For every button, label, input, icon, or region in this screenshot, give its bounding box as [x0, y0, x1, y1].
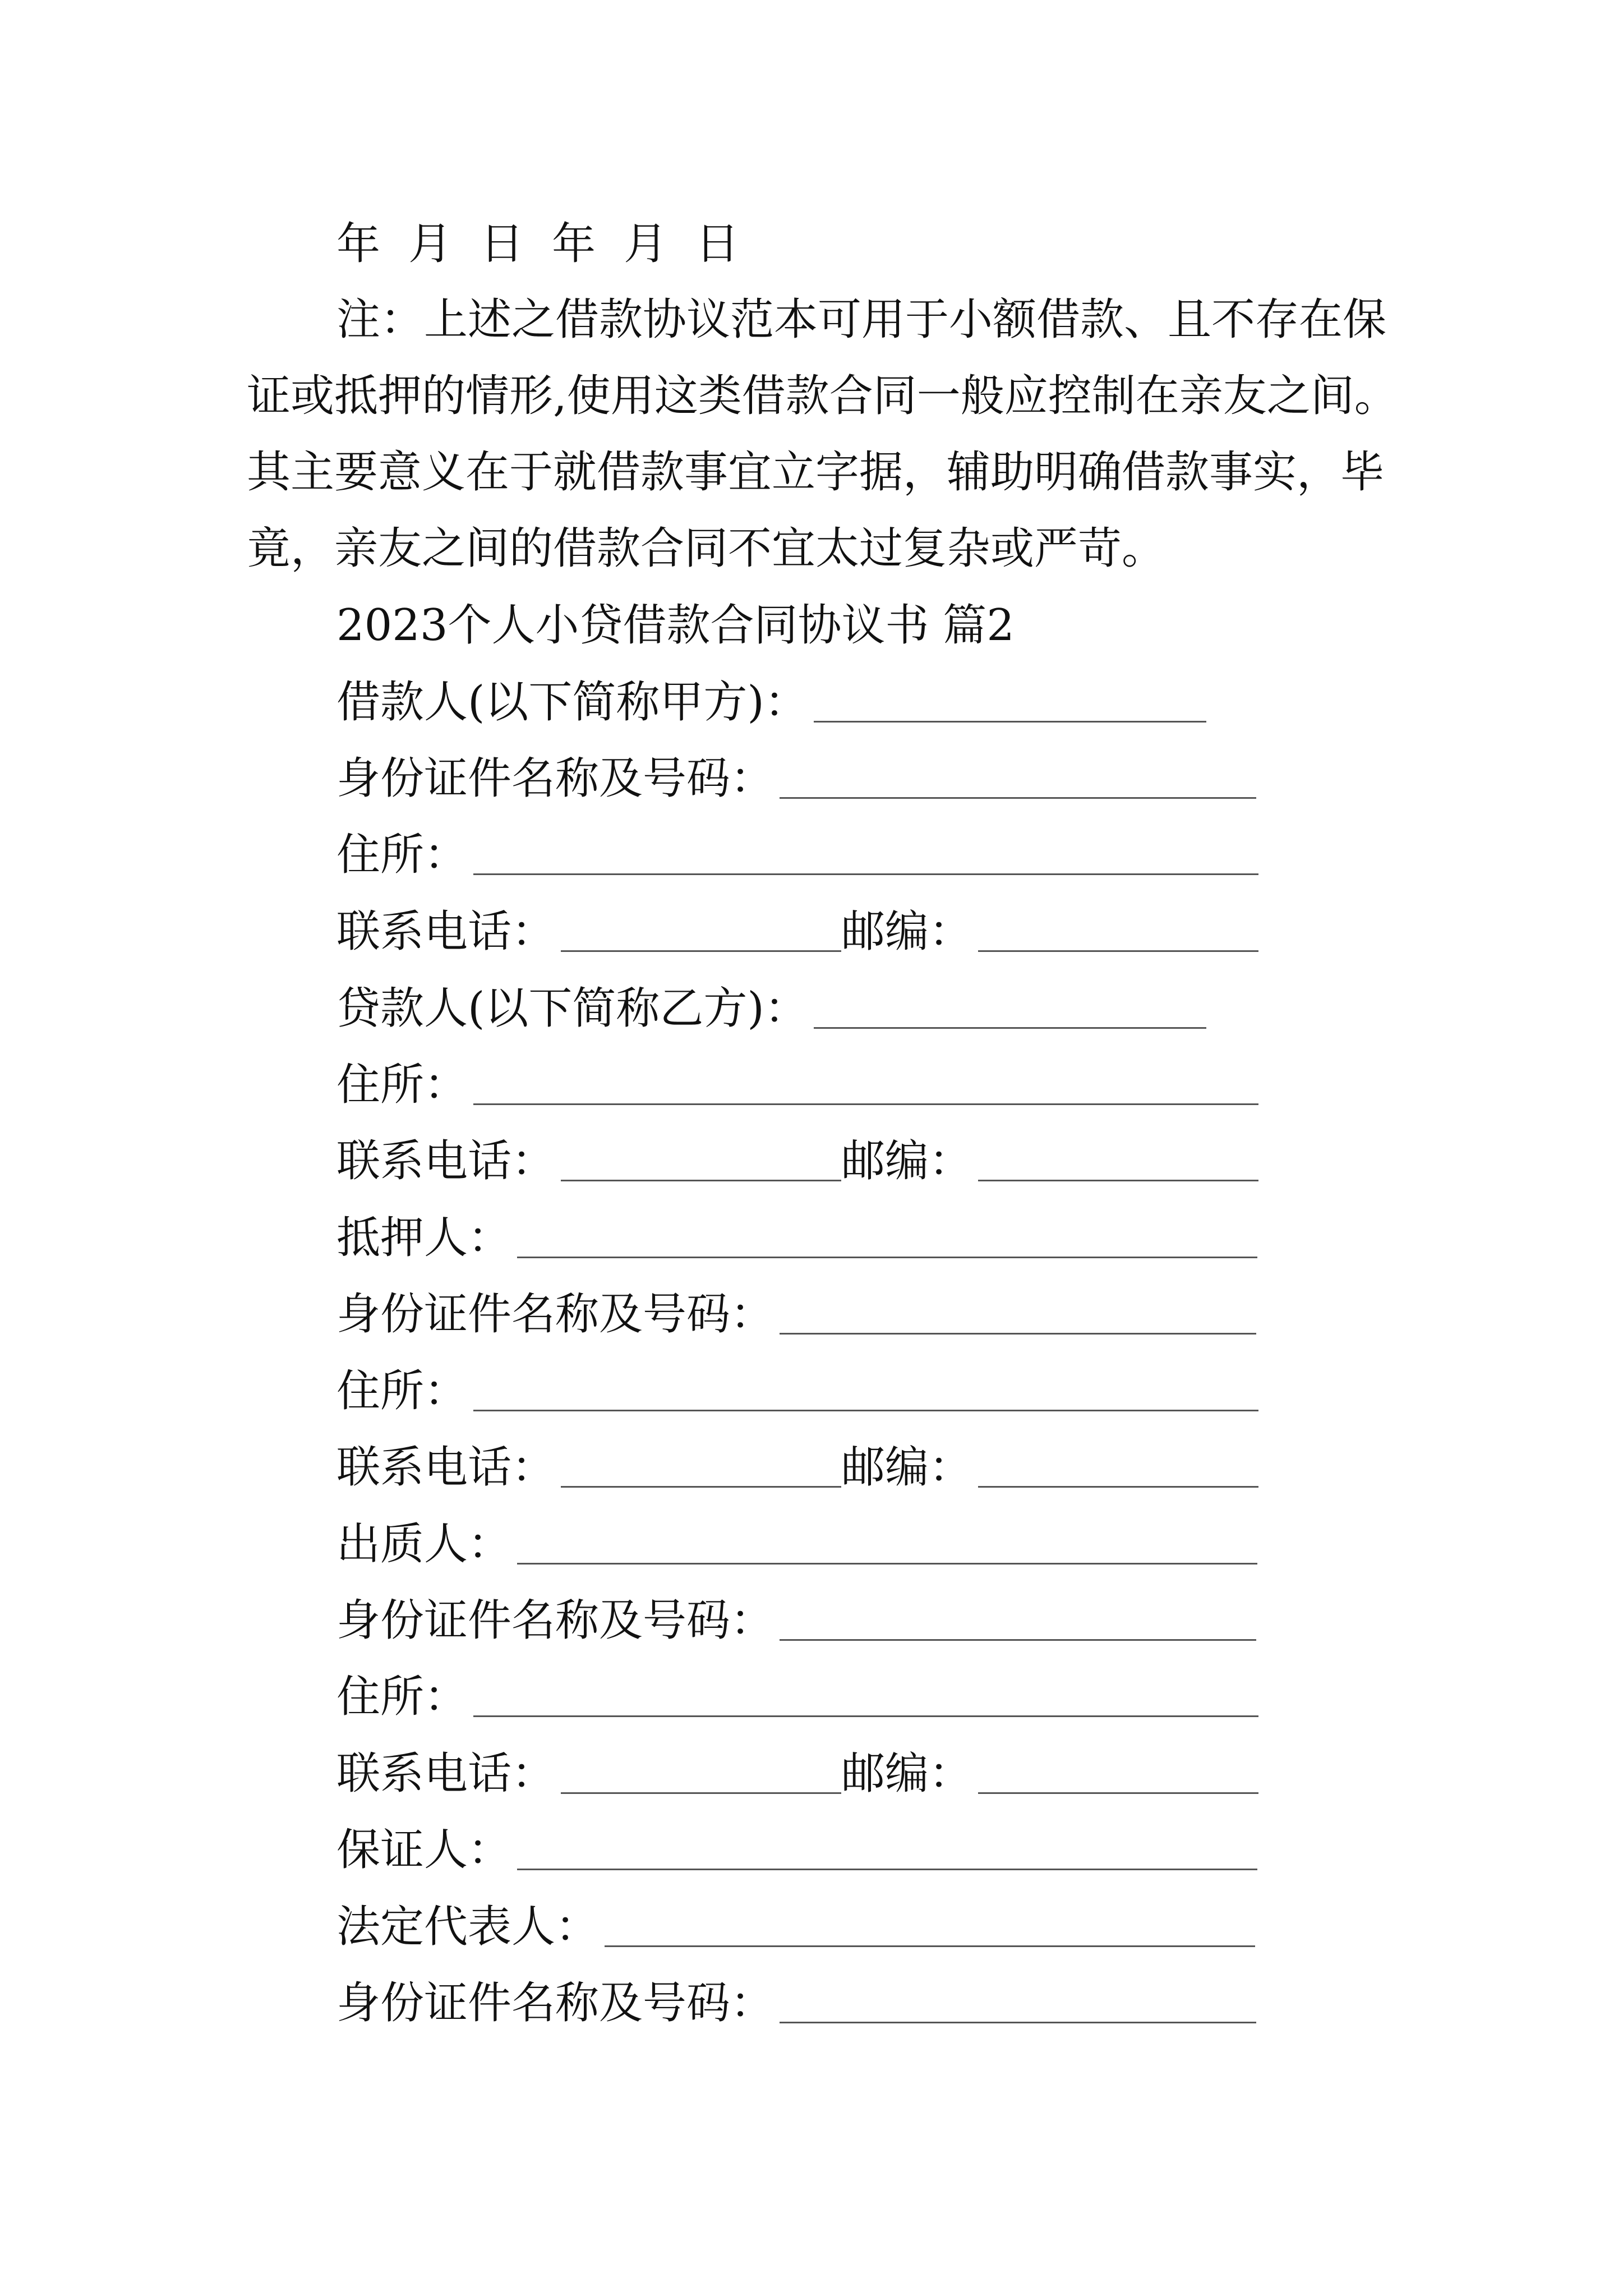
mortgagor-address-blank [473, 1410, 1258, 1411]
lender-field [336, 981, 1525, 1037]
year-label: 年 [336, 219, 381, 269]
borrower-id-blank [780, 797, 1256, 799]
legal-rep-id-field [336, 1975, 1525, 2031]
day-label: 日 [695, 219, 740, 269]
mortgagor-field [336, 1210, 1525, 1266]
note-line-2: 证或抵押的情形,使用这类借款合同一般应控制在亲友之间。 [247, 371, 1398, 421]
lender-postcode-blank [978, 1180, 1258, 1181]
legal-rep-field [336, 1899, 1525, 1955]
borrower-postcode-blank [978, 950, 1258, 952]
mortgagor-id-label: 身份证件名称及号码： [336, 1289, 774, 1340]
mortgagor-blank [517, 1257, 1257, 1258]
lender-blank [814, 1027, 1206, 1029]
pledgor-address-blank [473, 1715, 1258, 1717]
pledgor-blank [517, 1563, 1257, 1565]
pledgor-phone-blank [561, 1792, 841, 1794]
year-label: 年 [552, 219, 596, 269]
mortgagor-id-field [336, 1286, 1525, 1342]
borrower-phone-blank [561, 950, 841, 952]
mortgagor-phone-field [336, 1439, 1525, 1496]
pledgor-field [336, 1516, 1525, 1572]
lender-address-field [336, 1057, 1525, 1113]
guarantor-blank [517, 1869, 1257, 1870]
lender-label: 贷款人(以下简称乙方)： [336, 983, 808, 1034]
note-line-4: 竟，亲友之间的借款合同不宜太过复杂或严苛。 [247, 523, 1166, 574]
pledgor-phone-label: 联系电话： [336, 1749, 556, 1799]
mortgagor-postcode-label: 邮编： [841, 1442, 973, 1493]
lender-postcode-label: 邮编： [841, 1136, 973, 1186]
lender-phone-blank [561, 1180, 841, 1181]
mortgagor-postcode-blank [978, 1486, 1258, 1488]
note-line-1: 注：上述之借款协议范本可用于小额借款、且不存在保 [336, 295, 1387, 345]
pledgor-address-label: 住所： [336, 1672, 468, 1722]
guarantor-field [336, 1822, 1525, 1878]
pledgor-label: 出质人： [336, 1519, 512, 1570]
borrower-id-label: 身份证件名称及号码： [336, 753, 774, 804]
mortgagor-label: 抵押人： [336, 1213, 512, 1263]
borrower-field [336, 674, 1525, 730]
mortgagor-address-label: 住所： [336, 1366, 468, 1416]
pledgor-postcode-label: 邮编： [841, 1749, 973, 1799]
borrower-phone-field [336, 904, 1525, 960]
borrower-address-field [336, 827, 1525, 883]
guarantor-label: 保证人： [336, 1825, 512, 1875]
pledgor-id-blank [780, 1639, 1256, 1641]
lender-address-blank [473, 1103, 1258, 1105]
legal-rep-id-blank [780, 2022, 1256, 2023]
pledgor-address-field [336, 1669, 1525, 1725]
day-label: 日 [480, 219, 524, 269]
section-title: 2023个人小贷借款合同协议书 篇2 [336, 600, 1015, 651]
legal-rep-id-label: 身份证件名称及号码： [336, 1978, 774, 2028]
borrower-phone-label: 联系电话： [336, 907, 556, 957]
date-line [336, 216, 1525, 272]
mortgagor-phone-label: 联系电话： [336, 1442, 556, 1493]
lender-phone-label: 联系电话： [336, 1136, 556, 1186]
mortgagor-address-field [336, 1363, 1525, 1419]
note-line-3: 其主要意义在于就借款事宜立字据，辅助明确借款事实，毕 [247, 447, 1385, 498]
mortgagor-phone-blank [561, 1486, 841, 1488]
borrower-address-label: 住所： [336, 830, 468, 880]
pledgor-postcode-blank [978, 1792, 1258, 1794]
lender-address-label: 住所： [336, 1060, 468, 1110]
borrower-address-blank [473, 873, 1258, 875]
pledgor-phone-field [336, 1746, 1525, 1802]
mortgagor-id-blank [780, 1333, 1256, 1335]
borrower-blank [814, 721, 1206, 723]
legal-rep-blank [605, 1945, 1255, 1947]
borrower-id-field [336, 751, 1525, 807]
lender-phone-field [336, 1133, 1525, 1189]
legal-rep-label: 法定代表人： [336, 1902, 600, 1952]
borrower-postcode-label: 邮编： [841, 907, 973, 957]
month-label: 月 [624, 219, 668, 269]
borrower-label: 借款人(以下简称甲方)： [336, 677, 808, 728]
month-label: 月 [408, 219, 453, 269]
pledgor-id-field [336, 1593, 1525, 1649]
pledgor-id-label: 身份证件名称及号码： [336, 1595, 774, 1646]
